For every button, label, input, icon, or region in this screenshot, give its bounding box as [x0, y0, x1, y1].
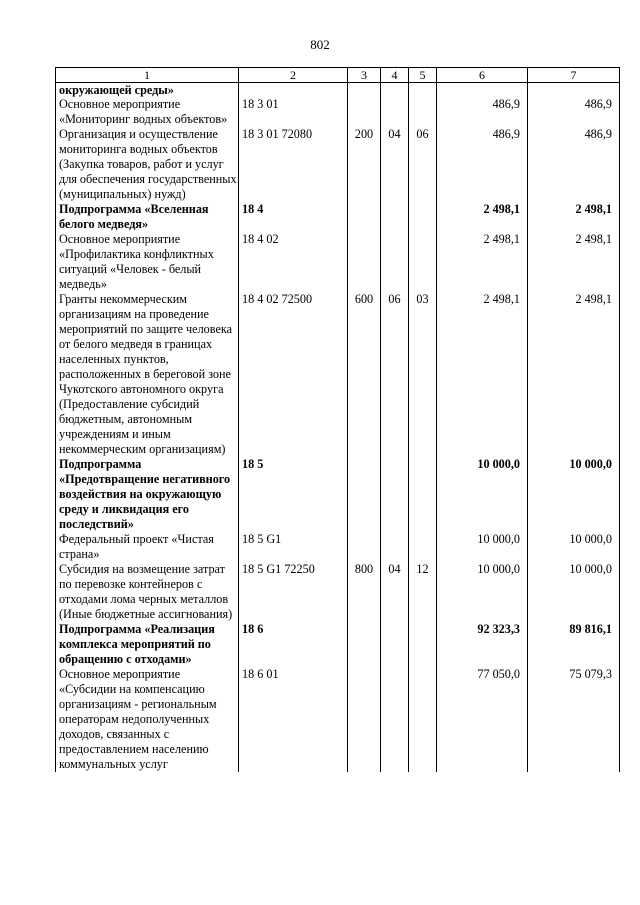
header-cell-3: 3 [348, 68, 381, 83]
row-v7 [528, 83, 620, 98]
row-c4 [381, 457, 409, 532]
row-c3 [348, 97, 381, 127]
row-c5 [409, 667, 437, 772]
row-c3 [348, 532, 381, 562]
row-c3 [348, 622, 381, 667]
row-v6: 10 000,0 [437, 457, 528, 532]
row-name: Основное мероприятие «Мониторинг водных объектов» [56, 97, 239, 127]
row-code: 18 5 G1 [239, 532, 348, 562]
row-v6: 77 050,0 [437, 667, 528, 772]
row-name: окружающей среды» [56, 83, 239, 98]
row-v6: 10 000,0 [437, 562, 528, 622]
row-c5 [409, 457, 437, 532]
row-c5 [409, 97, 437, 127]
table-row [56, 667, 620, 772]
row-code [239, 83, 348, 98]
row-c3: 800 [348, 562, 381, 622]
row-code: 18 4 [239, 202, 348, 232]
row-c5 [409, 532, 437, 562]
row-v6: 92 323,3 [437, 622, 528, 667]
row-c3: 600 [348, 292, 381, 457]
row-c5: 06 [409, 127, 437, 202]
row-name: Субсидия на возмещение затрат по перевозке контейнеров с отходами лома черных металлов (Иные бюджетные ассигнования) [56, 562, 239, 622]
header-cell-5: 5 [409, 68, 437, 83]
header-cell-1: 1 [56, 68, 239, 83]
row-name: Основное мероприятие «Субсидии на компенсацию организациям - региональным операторам недополученных доходов, связанных с предоставлением населению коммунальных услуг [56, 667, 239, 772]
row-name: Организация и осуществление мониторинга водных объектов (Закупка товаров, работ и услуг для обеспечения государственных (муниципальных) нужд) [56, 127, 239, 202]
row-v7: 89 816,1 [528, 622, 620, 667]
row-code: 18 3 01 [239, 97, 348, 127]
row-name: Подпрограмма «Предотвращение негативного воздействия на окружающую среду и ликвидация его последствий» [56, 457, 239, 532]
row-c3 [348, 667, 381, 772]
row-c4: 06 [381, 292, 409, 457]
row-code: 18 5 G1 72250 [239, 562, 348, 622]
table-row [56, 97, 620, 127]
table-row [56, 532, 620, 562]
row-v7: 486,9 [528, 97, 620, 127]
row-v6: 2 498,1 [437, 202, 528, 232]
row-v6: 2 498,1 [437, 232, 528, 292]
row-c5 [409, 202, 437, 232]
row-c4 [381, 232, 409, 292]
row-code: 18 6 [239, 622, 348, 667]
row-v7: 2 498,1 [528, 292, 620, 457]
row-code: 18 4 02 72500 [239, 292, 348, 457]
row-v6: 486,9 [437, 127, 528, 202]
row-c5 [409, 622, 437, 667]
row-c5 [409, 83, 437, 98]
row-v7: 10 000,0 [528, 532, 620, 562]
row-c3: 200 [348, 127, 381, 202]
header-cell-4: 4 [381, 68, 409, 83]
row-c5 [409, 232, 437, 292]
table-row [56, 622, 620, 667]
budget-table [55, 67, 620, 772]
row-v6: 486,9 [437, 97, 528, 127]
row-v6: 2 498,1 [437, 292, 528, 457]
row-v7: 75 079,3 [528, 667, 620, 772]
row-name: Федеральный проект «Чистая страна» [56, 532, 239, 562]
row-code: 18 6 01 [239, 667, 348, 772]
row-code: 18 4 02 [239, 232, 348, 292]
row-name: Гранты некоммерческим организациям на проведение мероприятий по защите человека от белого медведя в границах населенных пунктов, расположенных в береговой зоне Чукотского автономного округа (Предоставление субсидий бюджетным, автономным учреждениям и иным некоммерческим организациям) [56, 292, 239, 457]
row-v6 [437, 83, 528, 98]
table-row [56, 232, 620, 292]
table-row [56, 457, 620, 532]
row-code: 18 3 01 72080 [239, 127, 348, 202]
header-cell-6: 6 [437, 68, 528, 83]
row-c5: 12 [409, 562, 437, 622]
row-c4 [381, 622, 409, 667]
row-v7: 10 000,0 [528, 457, 620, 532]
row-v7: 486,9 [528, 127, 620, 202]
table-row [56, 562, 620, 622]
row-c4: 04 [381, 127, 409, 202]
row-code: 18 5 [239, 457, 348, 532]
row-v7: 2 498,1 [528, 202, 620, 232]
row-name: Основное мероприятие «Профилактика конфликтных ситуаций «Человек - белый медведь» [56, 232, 239, 292]
header-row [56, 68, 620, 83]
page-number: 802 [310, 37, 330, 52]
row-name: Подпрограмма «Вселенная белого медведя» [56, 202, 239, 232]
row-v7: 2 498,1 [528, 232, 620, 292]
header-cell-2: 2 [239, 68, 348, 83]
table-row [56, 127, 620, 202]
table-row [56, 83, 620, 98]
row-c3 [348, 232, 381, 292]
row-c4 [381, 202, 409, 232]
row-v6: 10 000,0 [437, 532, 528, 562]
row-name: Подпрограмма «Реализация комплекса мероприятий по обращению с отходами» [56, 622, 239, 667]
row-c4 [381, 532, 409, 562]
row-v7: 10 000,0 [528, 562, 620, 622]
row-c5: 03 [409, 292, 437, 457]
row-c3 [348, 83, 381, 98]
row-c3 [348, 457, 381, 532]
table-row [56, 292, 620, 457]
row-c4: 04 [381, 562, 409, 622]
row-c4 [381, 83, 409, 98]
row-c4 [381, 667, 409, 772]
row-c3 [348, 202, 381, 232]
header-cell-7: 7 [528, 68, 620, 83]
table-row [56, 202, 620, 232]
row-c4 [381, 97, 409, 127]
